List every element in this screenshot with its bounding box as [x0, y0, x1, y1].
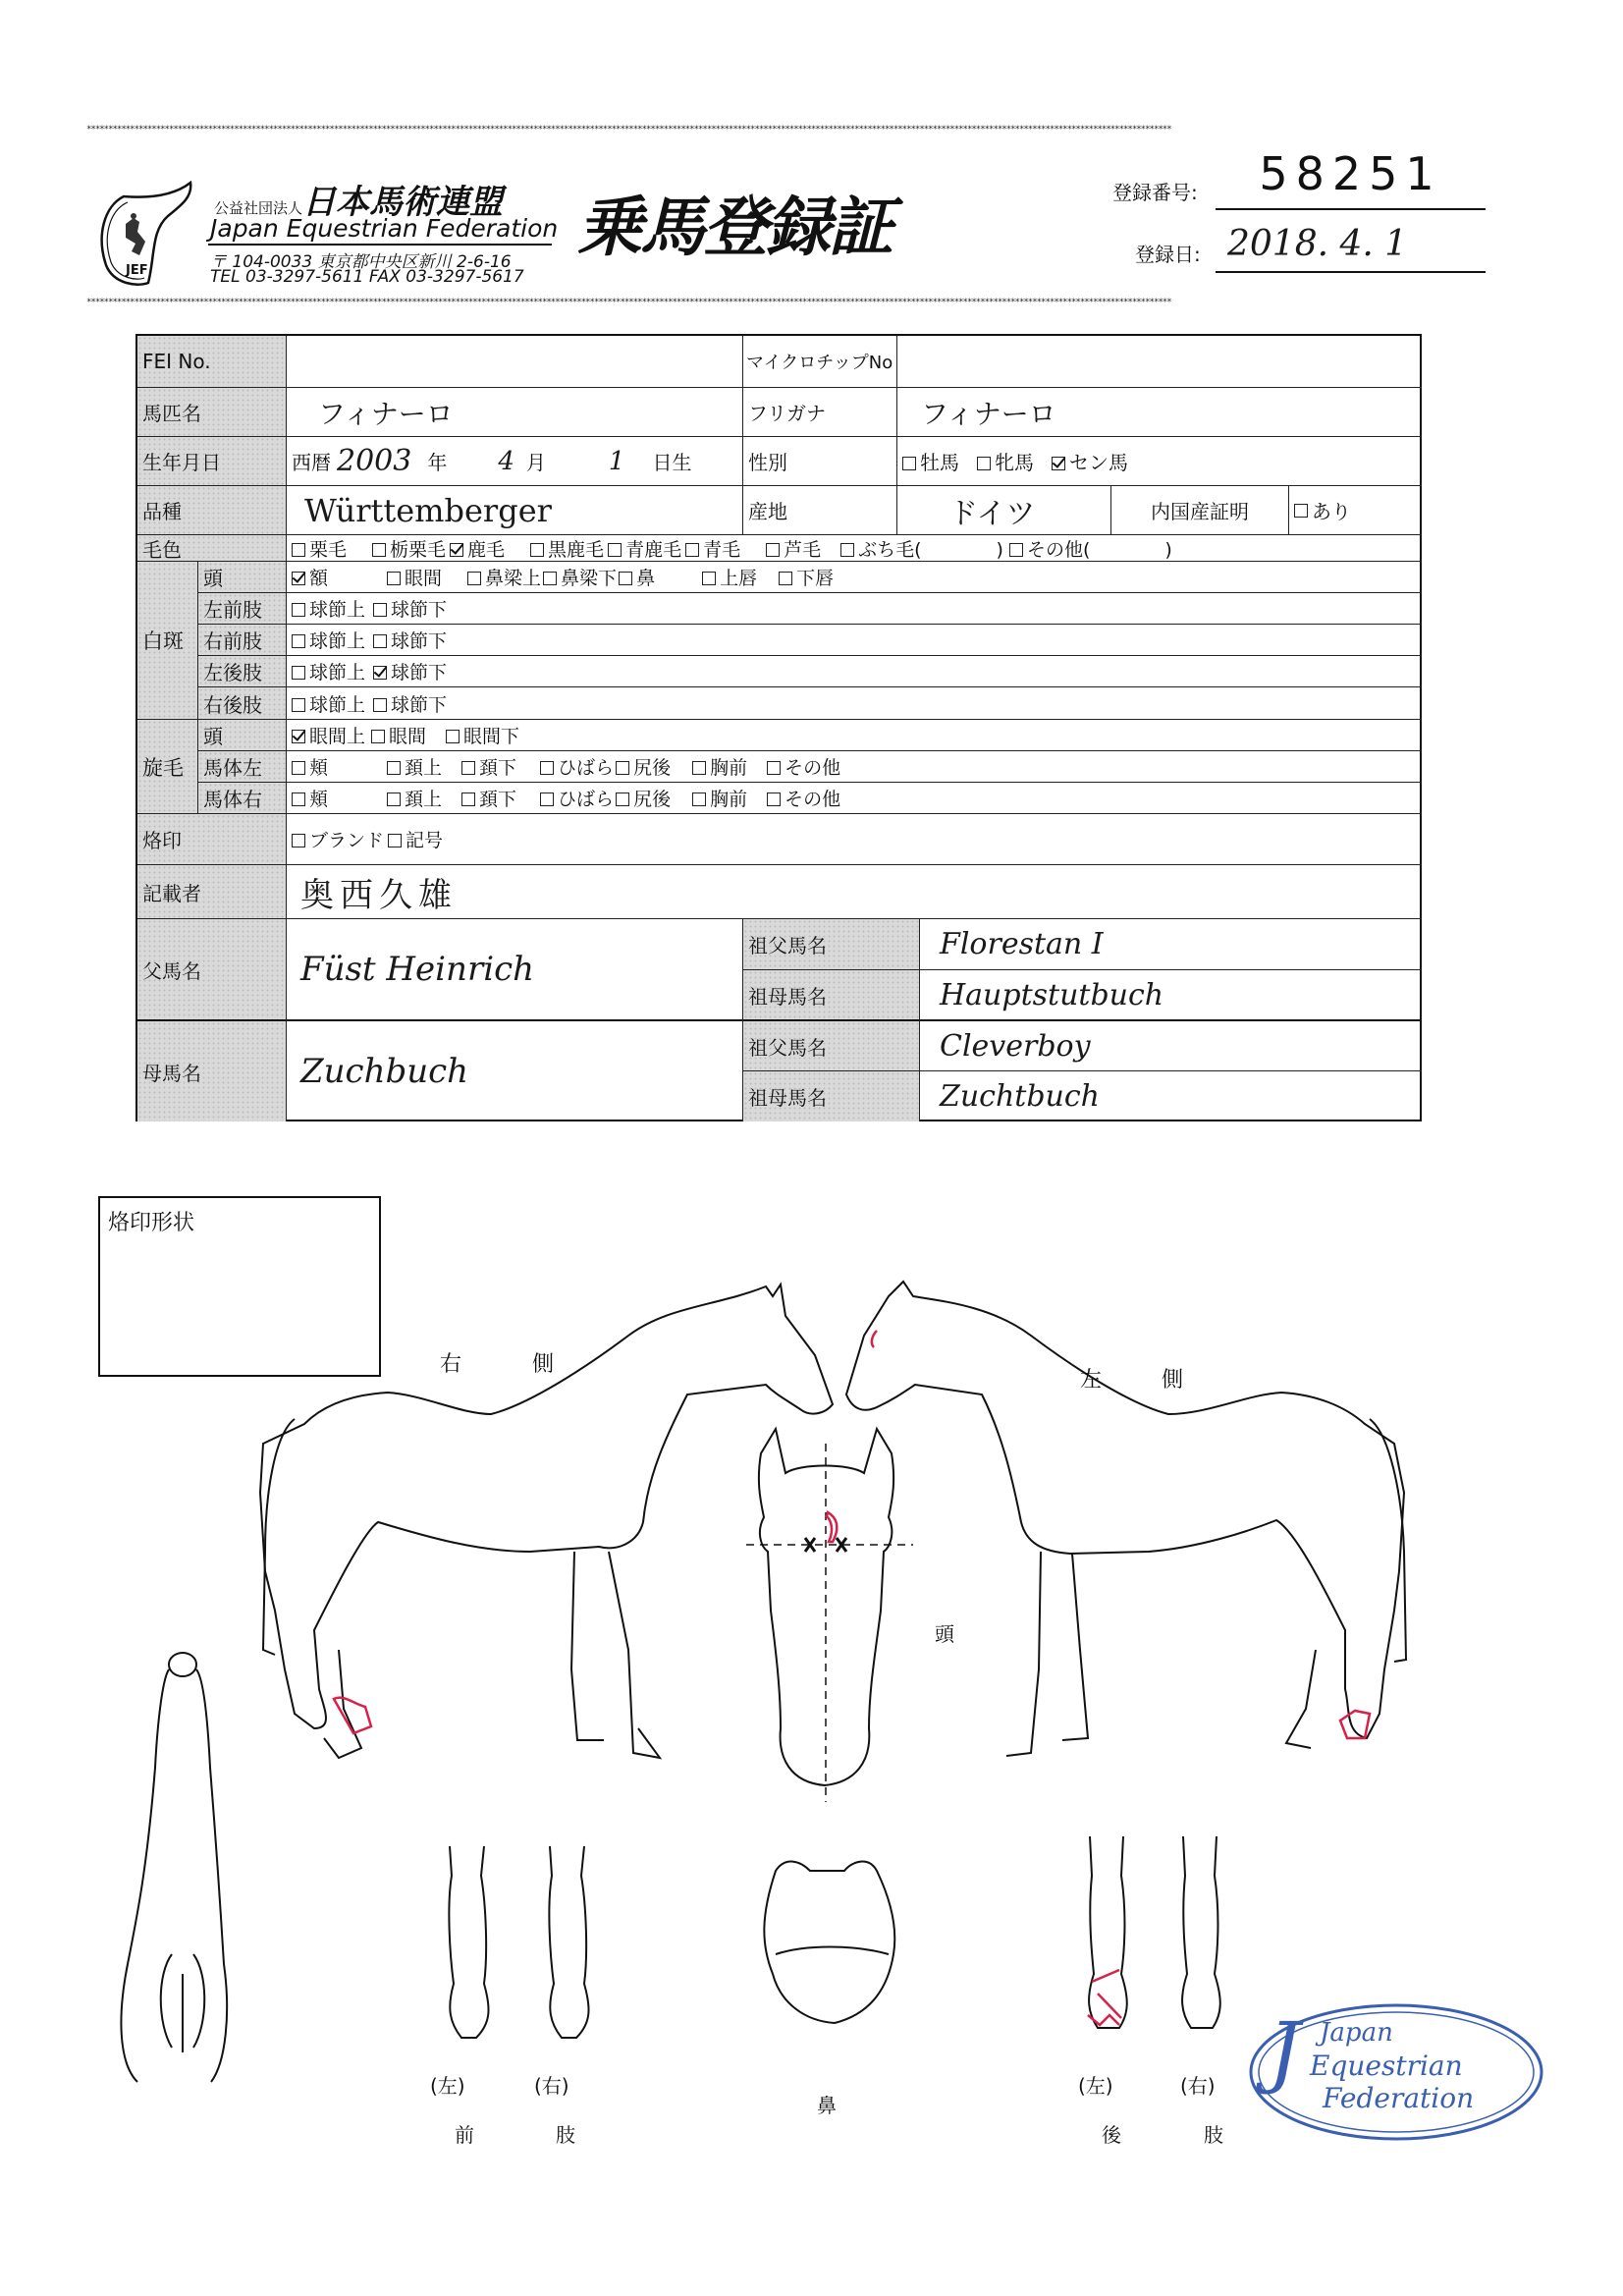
wm-right-hind-label: 右後肢 [198, 687, 287, 720]
hind-right-label: (右) [1180, 2074, 1216, 2098]
brand-label: 烙印 [137, 814, 287, 865]
sire-granddam-label: 祖母馬名 [743, 970, 920, 1021]
wm-option[interactable]: 球節上 [292, 627, 365, 653]
marking-head-star [827, 1512, 837, 1542]
sex-option-gelding[interactable]: セン馬 [1052, 447, 1128, 475]
reg-number: 58251 [1216, 147, 1486, 210]
marking-left-forehead [872, 1331, 877, 1347]
wm-option[interactable]: 球節上 [292, 595, 365, 622]
fore-left-label: (左) [430, 2074, 465, 2098]
org-name-en: Japan Equestrian Federation [210, 214, 559, 243]
whorl-option[interactable]: その他 [767, 753, 840, 780]
sire-grandsire-field[interactable]: Florestan I [920, 919, 1422, 970]
head-label: 頭 [935, 1622, 954, 1646]
left-side-horse-icon [846, 1282, 1406, 1756]
dam-field[interactable]: Zuchbuch [287, 1021, 743, 1121]
reg-number-label: 登録番号: [1112, 181, 1198, 204]
org-name-ja: 日本馬術連盟 [302, 183, 504, 222]
wm-option[interactable]: 鼻 [619, 564, 655, 590]
whorl-option[interactable]: 眼間下 [446, 722, 519, 748]
left-side-label-2: 側 [1162, 1368, 1184, 1393]
whorl-body-left-label: 馬体左 [198, 751, 287, 783]
domestic-cert-label: 内国産証明 [1111, 486, 1289, 535]
whorl-option[interactable]: 頚上 [387, 753, 442, 780]
coat-option[interactable]: 栃栗毛 [372, 535, 446, 562]
birthdate-label: 生年月日 [137, 437, 287, 486]
recorder-field[interactable]: 奥西久雄 [287, 865, 1422, 919]
breed-field[interactable]: Württemberger [287, 486, 743, 535]
wm-head-label: 頭 [198, 562, 287, 593]
microchip-label: マイクロチップNo [743, 336, 897, 388]
nose-label: 鼻 [817, 2094, 837, 2117]
front-head-icon [746, 1429, 913, 1802]
stamp-j: J [1269, 2005, 1301, 2097]
origin-field[interactable]: ドイツ [897, 486, 1111, 535]
hind-label-2: 肢 [1204, 2123, 1223, 2147]
horse-name-label: 馬匹名 [137, 388, 287, 437]
top-star-border: ********************************************************************************************************************************************************************************************************************************************************** [86, 125, 1171, 135]
hind-left-label: (左) [1078, 2074, 1113, 2098]
furigana-field[interactable]: フィナーロ [897, 388, 1422, 437]
whorl-option[interactable]: 頚下 [461, 753, 516, 780]
contact: TEL 03-3297-5611 FAX 03-3297-5617 [210, 267, 524, 287]
wm-option[interactable]: 下唇 [779, 564, 834, 590]
sire-granddam-field[interactable]: Hauptstutbuch [920, 970, 1422, 1021]
fei-no-label: FEI No. [137, 336, 287, 388]
stamp-line3: Federation [1323, 2082, 1475, 2114]
whorl-option[interactable]: 眼間 [371, 722, 426, 748]
hind-legs-icon [1089, 1836, 1220, 2028]
fore-right-label: (右) [534, 2074, 569, 2098]
whorl-option[interactable]: 頬 [292, 753, 328, 780]
birth-day-unit: 日生 [652, 451, 692, 474]
wm-left-hind-label: 左後肢 [198, 656, 287, 687]
sire-field[interactable]: Füst Heinrich [287, 919, 743, 1021]
wm-right-fore-label: 右前肢 [198, 625, 287, 656]
nose-view-icon [764, 1862, 894, 2023]
wm-option[interactable]: 球節上 [292, 690, 365, 717]
horse-name-field[interactable]: フィナーロ [287, 388, 743, 437]
whorl-option[interactable]: 頚上 [387, 785, 442, 811]
birth-day: 1 [608, 446, 625, 476]
domestic-cert-option[interactable]: あり [1289, 486, 1422, 535]
whorl-option[interactable]: 頚下 [461, 785, 516, 811]
document-title: 乗馬登録証 [577, 190, 892, 265]
reg-date-label: 登録日: [1135, 243, 1201, 266]
whorl-option[interactable]: 尻後 [616, 785, 671, 811]
sex-label: 性別 [743, 437, 897, 486]
wm-option[interactable]: 鼻梁下 [543, 564, 617, 590]
whorl-option[interactable]: その他 [767, 785, 840, 811]
whorl-option[interactable]: 胸前 [692, 753, 747, 780]
coat-option[interactable]: 青鹿毛 [608, 535, 681, 562]
wm-option[interactable]: 球節下 [373, 690, 447, 717]
dam-label: 母馬名 [137, 1021, 287, 1121]
front-legs-icon [449, 1846, 588, 2038]
fore-label-1: 前 [455, 2123, 474, 2147]
wm-option[interactable]: 鼻梁上 [467, 564, 541, 590]
birthdate-era: 西暦 [292, 451, 331, 474]
whorl-option[interactable]: ひばら [540, 753, 614, 780]
jef-stamp [1249, 1998, 1543, 2146]
dam-granddam-field[interactable]: Zuchtbuch [940, 1079, 1100, 1114]
coat-option[interactable]: 青毛 [685, 535, 740, 562]
top-view-horse-icon [121, 1653, 227, 2082]
wm-left-fore-label: 左前肢 [198, 593, 287, 625]
furigana-label: フリガナ [743, 388, 897, 437]
wm-option[interactable]: 眼間 [387, 564, 442, 590]
sex-option-mare[interactable]: 牝馬 [977, 447, 1034, 475]
coat-option[interactable]: 芦毛 [766, 535, 821, 562]
breed-label: 品種 [137, 486, 287, 535]
coat-color-label: 毛色 [137, 535, 287, 562]
origin-label: 産地 [743, 486, 897, 535]
white-markings-label: 白斑 [137, 562, 198, 720]
coat-option[interactable]: その他( ) [1009, 535, 1172, 562]
address: 〒 104-0033 東京都中央区新川 2-6-16 [210, 252, 512, 272]
whorls-label: 旋毛 [137, 720, 198, 814]
birth-year-unit: 年 [427, 451, 448, 474]
sire-grandsire-label: 祖父馬名 [743, 919, 920, 970]
coat-option[interactable]: 黒鹿毛 [530, 535, 604, 562]
whorl-option[interactable]: ひばら [540, 785, 614, 811]
recorder-label: 記載者 [137, 865, 287, 919]
sire-label: 父馬名 [137, 919, 287, 1021]
left-side-label-1: 左 [1080, 1368, 1103, 1393]
wm-option[interactable]: 球節下 [373, 627, 447, 653]
org-prefix: 公益社団法人 [214, 199, 303, 217]
whorl-head-label: 頭 [198, 720, 287, 751]
dam-grandsire-field[interactable]: Cleverboy [920, 1021, 1422, 1071]
whorl-body-right-label: 馬体右 [198, 783, 287, 814]
wm-option[interactable]: 球節上 [292, 658, 365, 684]
coat-option[interactable]: ぶち毛( ) [840, 535, 1003, 562]
brand-shape-label: 烙印形状 [108, 1211, 195, 1235]
logo-jef-text: JEF [126, 263, 148, 278]
dam-granddam-label: 祖母馬名 [743, 1071, 920, 1121]
wm-option[interactable]: 球節下 [373, 595, 447, 622]
fore-label-2: 肢 [556, 2123, 575, 2147]
birth-year: 2003 [337, 444, 412, 478]
reg-date: 2018. 4. 1 [1216, 224, 1486, 273]
stamp-line1: Japan [1320, 2018, 1393, 2048]
wm-option-checked[interactable]: 球節下 [373, 658, 447, 684]
right-side-label-2: 側 [532, 1352, 555, 1377]
whorl-option[interactable]: 胸前 [692, 785, 747, 811]
whorl-option-checked[interactable]: 眼間上 [292, 722, 365, 748]
brand-option[interactable]: 記号 [388, 826, 443, 852]
bottom-star-border: ********************************************************************************************************************************************************************************************************************************************************** [86, 298, 1171, 307]
wm-option[interactable]: 上唇 [702, 564, 757, 590]
wm-option-checked[interactable]: 額 [292, 564, 328, 590]
right-side-label-1: 右 [440, 1352, 462, 1377]
sex-option-stallion[interactable]: 牡馬 [902, 447, 959, 475]
whorl-option[interactable]: 頬 [292, 785, 328, 811]
birth-month: 4 [498, 446, 514, 476]
whorl-option[interactable]: 尻後 [616, 753, 671, 780]
hind-label-1: 後 [1102, 2123, 1121, 2147]
coat-option-checked[interactable]: 鹿毛 [450, 535, 505, 562]
brand-option[interactable]: ブランド [292, 826, 384, 852]
stamp-line2: Equestrian [1310, 2050, 1463, 2082]
birth-month-unit: 月 [525, 451, 546, 474]
right-side-horse-icon [260, 1285, 833, 1758]
marking-left-hind [1340, 1711, 1370, 1738]
dam-grandsire-label: 祖父馬名 [743, 1021, 920, 1071]
coat-option[interactable]: 栗毛 [292, 535, 347, 562]
